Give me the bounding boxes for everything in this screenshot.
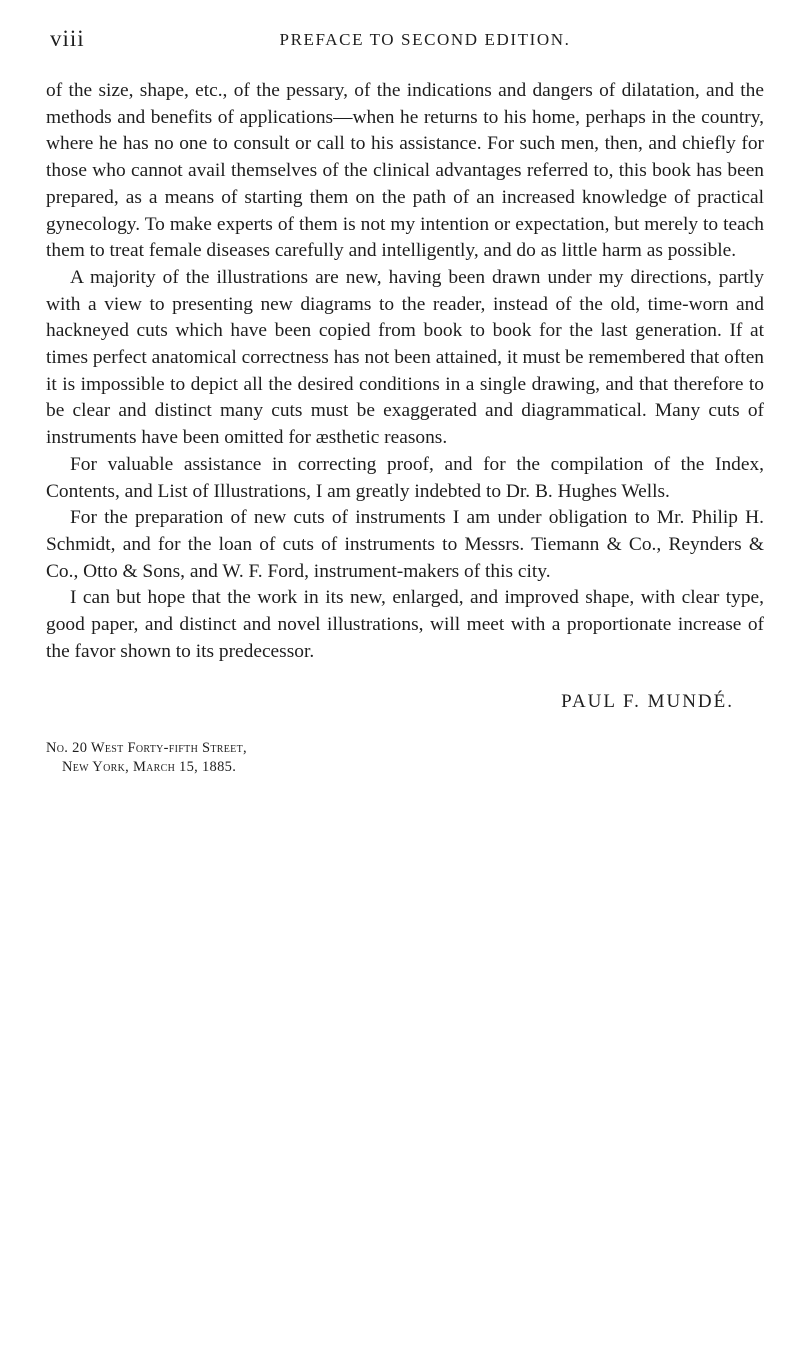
author-address xyxy=(46,739,764,777)
page-number: viii xyxy=(50,26,85,51)
paragraph-acknowledgment-instruments: For the preparation of new cuts of instruments I am under obligation to Mr. Philip H. Schmidt, and for the loan of cuts of instruments to Messrs. Tiemann & Co., Reynders & Co., Otto & Sons, and W. F. Ford, instrument-makers of this city. xyxy=(46,507,764,582)
book-page xyxy=(46,0,764,777)
paragraph-illustrations: A majority of the illustrations are new, having been drawn under my directions, partly with a view to presenting new diagrams to the reader, instead of the old, time-worn and hackneyed cuts which have been copied from book to book for the last generation. If at times perfect anatomical correctness has not been attained, it must be remembered that often it is impossible to depict all the desired conditions in a single drawing, and that therefore to be clear and distinct many cuts must be exaggerated and diagrammatical. Many cuts of instruments have been omitted for æsthetic reasons. xyxy=(46,266,764,449)
paragraph-acknowledgment-wells: For valuable assistance in correcting proof, and for the compilation of the Index, Contents, and List of Illustrations, I am greatly indebted to Dr. B. Hughes Wells. xyxy=(46,453,764,502)
preface-body xyxy=(46,78,764,665)
author-signature: PAUL F. MUNDÉ. xyxy=(561,691,734,713)
running-title: PREFACE TO SECOND EDITION. xyxy=(279,30,571,49)
paragraph-continued: of the size, shape, etc., of the pessary, of the indications and dangers of dilatation, and the methods and benefits of applications—when he returns to his home, perhaps in the country, where he has no one to consult or call to his assistance. For such men, then, and chiefly for those who cannot avail themselves of the clinical advantages referred to, this book has been prepared, as a means of starting them on the path of an increased knowledge of practical gynecology. To make experts of them is not my intention or expectation, but merely to teach them to treat female diseases carefully and intelligently, and do as little harm as possible. xyxy=(46,80,764,262)
paragraph-closing-hope: I can but hope that the work in its new, enlarged, and improved shape, with clear type, good paper, and distinct and novel illustrations, will meet with a proportionate increase of the favor shown to its predecessor. xyxy=(46,587,764,662)
address-line-city-date: New York, March 15, 1885. xyxy=(62,759,237,776)
running-head xyxy=(46,0,764,64)
address-line-street: No. 20 West Forty-fifth Street, xyxy=(46,740,247,757)
